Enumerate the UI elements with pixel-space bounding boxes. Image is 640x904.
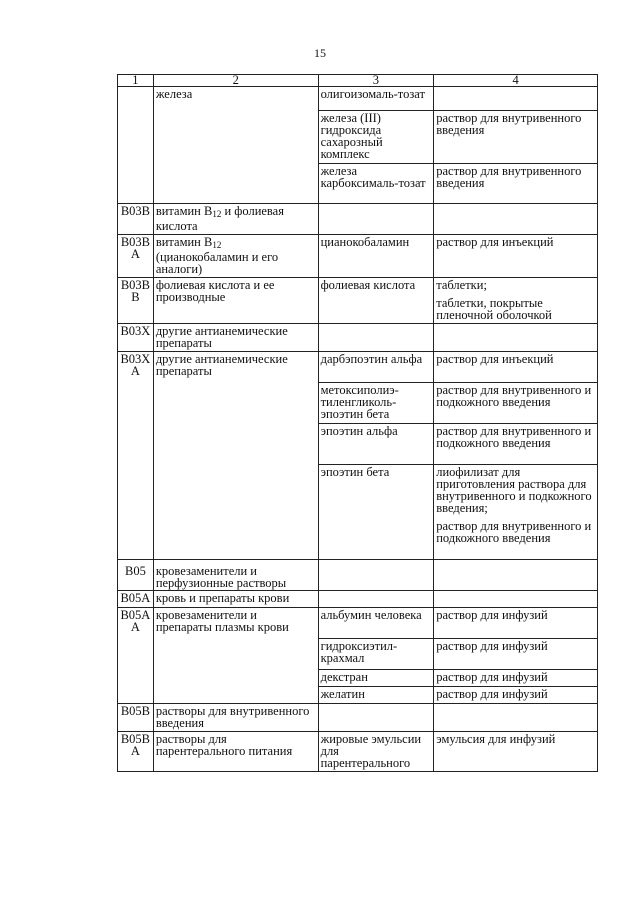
form-cell [434,87,598,111]
table-row [118,560,598,591]
form-cell: раствор для инфузий [434,639,598,670]
code-cell: B03X [118,324,154,352]
group-name-cell: кровезаменители и перфузионные растворы [153,560,318,591]
drug-cell: цианокобаламин [318,235,434,278]
code-cell: B05B [118,704,154,732]
drug-cell: дарбэпоэтин альфа [318,352,434,383]
form-cell: раствор для инфузий [434,687,598,704]
drug-cell: железа (III) гидроксида сахарозный комплекс [318,111,434,164]
drug-cell: эпоэтин бета [318,465,434,560]
form-cell: раствор для инъекций [434,235,598,278]
code-cell: B03B [118,204,154,235]
drug-table [117,74,598,772]
drug-cell: эпоэтин альфа [318,424,434,465]
group-name-cell: кровезаменители и препараты плазмы крови [153,608,318,704]
drug-cell [318,324,434,352]
group-name-cell: витамин $B_{12}$ (цианокобаламин и его аналоги) [153,235,318,278]
group-name-cell: фолиевая кислота и ее производные [153,278,318,324]
group-name-cell: растворы для внутривенного введения [153,704,318,732]
drug-cell: метоксиполиэ-тиленгликоль-эпоэтин бета [318,383,434,424]
group-name-cell: железа [153,87,318,204]
form-cell: раствор для внутривенного и подкожного введения [434,383,598,424]
group-name-cell: витамин $B_{12}$ и фолиевая кислота [153,204,318,235]
group-name-cell: другие антианемические препараты [153,352,318,560]
table-row [118,235,598,278]
column-header-3: 3 [318,75,434,87]
drug-cell: жировые эмульсии для парентерального [318,732,434,772]
drug-cell: альбумин человека [318,608,434,639]
form-cell: раствор для внутривенного и подкожного введения [434,424,598,465]
form-cell: таблетки; таблетки, покрытые пленочной оболочкой [434,278,598,324]
code-cell: B05B A [118,732,154,772]
code-cell [118,87,154,204]
drug-cell: олигоизомаль-тозат [318,87,434,111]
drug-cell: желатин [318,687,434,704]
drug-cell [318,560,434,591]
table-row [118,704,598,732]
form-cell: раствор для внутривенного введения [434,164,598,204]
code-cell: B03X A [118,352,154,560]
form-cell [434,204,598,235]
table-row [118,324,598,352]
form-cell: раствор для инфузий [434,608,598,639]
table-header-row [118,75,598,87]
drug-cell: фолиевая кислота [318,278,434,324]
form-cell [434,324,598,352]
table-row [118,87,598,111]
code-cell: B05A A [118,608,154,704]
form-cell [434,591,598,608]
table-row [118,591,598,608]
form-cell: эмульсия для инфузий [434,732,598,772]
code-cell: B05 [118,560,154,591]
drug-cell [318,204,434,235]
table-row [118,352,598,383]
form-cell: раствор для инфузий [434,670,598,687]
drug-cell: гидроксиэтил-крахмал [318,639,434,670]
drug-cell [318,591,434,608]
group-name-cell: растворы для парентерального питания [153,732,318,772]
drug-cell [318,704,434,732]
group-name-cell: кровь и препараты крови [153,591,318,608]
table-row [118,608,598,639]
form-cell: лиофилизат для приготовления раствора для внутривенного и подкожного введения; раствор для внутривенного и подкожного введения [434,465,598,560]
drug-cell: железа карбоксималь-тозат [318,164,434,204]
page-number: 15 [314,46,326,60]
table-row [118,732,598,772]
code-cell: B05A [118,591,154,608]
table-row [118,204,598,235]
code-cell: B03B B [118,278,154,324]
drug-cell: декстран [318,670,434,687]
column-header-4: 4 [434,75,598,87]
table-row [118,278,598,324]
column-header-1: 1 [118,75,154,87]
group-name-cell: другие антианемические препараты [153,324,318,352]
column-header-2: 2 [153,75,318,87]
form-cell [434,704,598,732]
form-cell [434,560,598,591]
form-cell: раствор для внутривенного введения [434,111,598,164]
form-cell: раствор для инъекций [434,352,598,383]
code-cell: B03B A [118,235,154,278]
